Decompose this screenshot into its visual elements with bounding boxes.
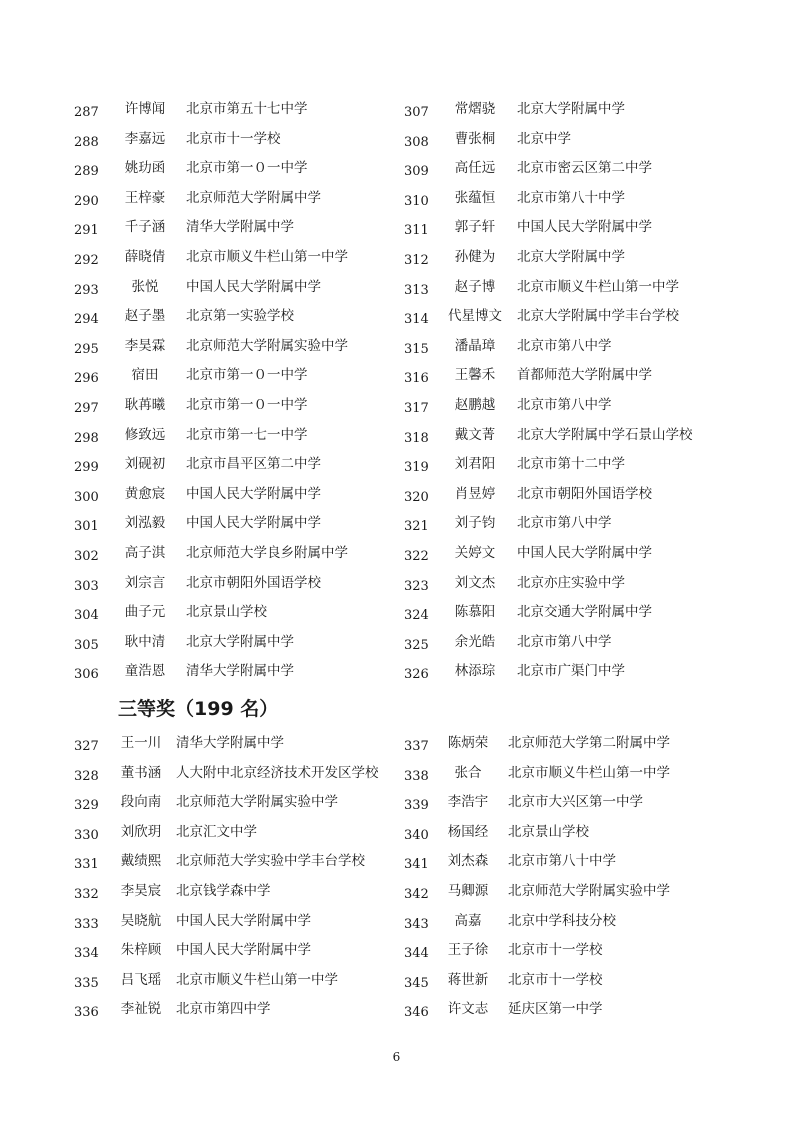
school-name: 清华大学附属中学: [176, 735, 284, 751]
student-name: 王馨禾: [454, 367, 496, 384]
school-name: 北京钱学森中学: [176, 882, 271, 899]
student-name: 段向南: [120, 794, 162, 811]
school-name: 北京大学附属中学: [517, 248, 625, 265]
student-name: 刘文杰: [454, 574, 496, 591]
student-name: 张蕴恒: [454, 189, 496, 206]
table-row: [74, 306, 734, 336]
entry-number: 289: [74, 164, 99, 180]
student-name: 郭子轩: [454, 219, 496, 236]
entry-number: 291: [74, 223, 99, 239]
entry-number: 307: [404, 105, 429, 120]
student-name: 陈炳荣: [447, 735, 489, 751]
entry-number: 300: [74, 489, 99, 505]
school-name: 北京汇文中学: [176, 823, 257, 840]
entry-number: 345: [404, 975, 429, 991]
entry-number: 333: [74, 916, 99, 932]
student-name: 刘子钧: [454, 515, 496, 532]
school-name: 人大附中北京经济技术开发区学校: [176, 764, 379, 781]
student-name: 杨国经: [447, 823, 489, 840]
award-list-part1: [74, 99, 734, 691]
student-name: 刘砚初: [124, 456, 166, 473]
entry-number: 305: [74, 637, 99, 653]
entry-number: 344: [404, 946, 429, 962]
school-name: 北京市第八中学: [517, 515, 612, 532]
table-row: [74, 217, 734, 247]
table-row: [74, 822, 734, 852]
school-name: 北京市第一０一中学: [186, 160, 308, 177]
entry-number: 308: [404, 134, 429, 150]
entry-number: 317: [404, 400, 429, 416]
student-name: 耿苒曦: [124, 396, 166, 413]
entry-number: 322: [404, 548, 429, 564]
entry-number: 309: [404, 164, 429, 180]
student-name: 李浩宇: [447, 794, 489, 811]
school-name: 北京市密云区第二中学: [517, 160, 652, 177]
school-name: 北京交通大学附属中学: [517, 604, 652, 621]
school-name: 北京市顺义牛栏山第一中学: [186, 248, 348, 265]
student-name: 吴晓航: [120, 912, 162, 929]
school-name: 北京市昌平区第二中学: [186, 456, 321, 473]
student-name: 高子淇: [124, 544, 166, 561]
entry-number: 299: [74, 460, 99, 476]
school-name: 中国人民大学附属中学: [186, 515, 321, 532]
student-name: 王子徐: [447, 942, 489, 959]
entry-number: 301: [74, 519, 99, 535]
table-row: [74, 129, 734, 159]
entry-number: 311: [404, 223, 429, 239]
table-row: [74, 940, 734, 970]
award-list-part2: [74, 733, 734, 1029]
table-row: [74, 99, 734, 129]
student-name: 李昊宸: [120, 882, 162, 899]
school-name: 北京市十一学校: [186, 130, 281, 147]
entry-number: 304: [74, 608, 99, 624]
entry-number: 324: [404, 608, 429, 624]
table-row: [74, 632, 734, 662]
school-name: 北京师范大学附属实验中学: [186, 337, 348, 354]
school-name: 北京师范大学附属实验中学: [176, 794, 338, 811]
school-name: 北京师范大学良乡附属中学: [186, 544, 348, 561]
school-name: 北京市第四中学: [176, 1001, 271, 1018]
entry-number: 319: [404, 460, 429, 476]
student-name: 林添琮: [454, 663, 496, 680]
entry-number: 325: [404, 637, 429, 653]
school-name: 北京市十一学校: [508, 971, 603, 988]
school-name: 北京市第八中学: [517, 396, 612, 413]
student-name: 曲子元: [124, 604, 166, 621]
student-name: 李嘉远: [124, 130, 166, 147]
school-name: 北京市第八十中学: [517, 189, 625, 206]
table-row: [74, 188, 734, 218]
student-name: 潘晶璋: [454, 337, 496, 354]
school-name: 中国人民大学附属中学: [517, 544, 652, 561]
entry-number: 340: [404, 827, 429, 843]
student-name: 戴绩熙: [120, 853, 162, 870]
entry-number: 323: [404, 578, 429, 594]
student-name: 董书涵: [120, 764, 162, 781]
entry-number: 337: [404, 739, 429, 754]
school-name: 清华大学附属中学: [186, 663, 294, 680]
table-row: [74, 999, 734, 1029]
table-row: [74, 661, 734, 691]
table-row: [74, 602, 734, 632]
school-name: 北京第一实验学校: [186, 308, 294, 325]
school-name: 北京大学附属中学丰台学校: [517, 308, 679, 325]
student-name: 许博闻: [124, 101, 166, 117]
entry-number: 306: [74, 667, 99, 683]
school-name: 北京市第十二中学: [517, 456, 625, 473]
table-row: [74, 763, 734, 793]
section-title-third-prize: 三等奖（199 名）: [118, 698, 279, 720]
student-name: 许文志: [447, 1001, 489, 1018]
entry-number: 341: [404, 857, 429, 873]
student-name: 黄愈宸: [124, 485, 166, 502]
entry-number: 329: [74, 798, 99, 814]
school-name: 北京市广渠门中学: [517, 663, 625, 680]
school-name: 北京市第一０一中学: [186, 396, 308, 413]
student-name: 关婷文: [454, 544, 496, 561]
student-name: 高任远: [454, 160, 496, 177]
school-name: 北京亦庄实验中学: [517, 574, 625, 591]
entry-number: 328: [74, 768, 99, 784]
entry-number: 335: [74, 975, 99, 991]
entry-number: 339: [404, 798, 429, 814]
page-number: 6: [392, 1050, 401, 1064]
student-name: 刘欣玥: [120, 823, 162, 840]
entry-number: 342: [404, 886, 429, 902]
table-row: [74, 336, 734, 366]
school-name: 中国人民大学附属中学: [186, 485, 321, 502]
school-name: 首都师范大学附属中学: [517, 367, 652, 384]
school-name: 北京市第八十中学: [508, 853, 616, 870]
entry-number: 318: [404, 430, 429, 446]
entry-number: 330: [74, 827, 99, 843]
student-name: 朱梓顾: [120, 942, 162, 959]
school-name: 北京景山学校: [186, 604, 267, 621]
student-name: 千子涵: [124, 219, 166, 236]
entry-number: 320: [404, 489, 429, 505]
school-name: 北京市大兴区第一中学: [508, 794, 643, 811]
entry-number: 313: [404, 282, 429, 298]
school-name: 北京市第五十七中学: [186, 101, 308, 117]
student-name: 张合: [454, 764, 482, 781]
table-row: [74, 395, 734, 425]
school-name: 北京师范大学附属实验中学: [508, 882, 670, 899]
entry-number: 303: [74, 578, 99, 594]
student-name: 姚玏函: [124, 160, 166, 177]
student-name: 曹张桐: [454, 130, 496, 147]
table-row: [74, 365, 734, 395]
school-name: 延庆区第一中学: [508, 1001, 603, 1018]
table-row: [74, 454, 734, 484]
school-name: 北京大学附属中学: [186, 633, 294, 650]
entry-number: 327: [74, 739, 99, 754]
school-name: 北京市十一学校: [508, 942, 603, 959]
entry-number: 314: [404, 312, 429, 328]
entry-number: 326: [404, 667, 429, 683]
entry-number: 338: [404, 768, 429, 784]
table-row: [74, 573, 734, 603]
table-row: [74, 970, 734, 1000]
school-name: 北京大学附属中学: [517, 101, 625, 117]
entry-number: 346: [404, 1005, 429, 1021]
school-name: 清华大学附属中学: [186, 219, 294, 236]
table-row: [74, 425, 734, 455]
student-name: 修致远: [124, 426, 166, 443]
table-row: [74, 733, 734, 763]
student-name: 蒋世新: [447, 971, 489, 988]
school-name: 北京师范大学附属中学: [186, 189, 321, 206]
student-name: 孙健为: [454, 248, 496, 265]
entry-number: 316: [404, 371, 429, 387]
table-row: [74, 158, 734, 188]
student-name: 刘杰森: [447, 853, 489, 870]
student-name: 常熠骁: [454, 101, 496, 117]
school-name: 中国人民大学附属中学: [186, 278, 321, 295]
student-name: 肖昱婷: [454, 485, 496, 502]
entry-number: 315: [404, 341, 429, 357]
student-name: 戴文菁: [454, 426, 496, 443]
school-name: 北京市顺义牛栏山第一中学: [176, 971, 338, 988]
school-name: 北京师范大学实验中学丰台学校: [176, 853, 365, 870]
entry-number: 287: [74, 105, 99, 120]
student-name: 赵鹏越: [454, 396, 496, 413]
entry-number: 295: [74, 341, 99, 357]
entry-number: 331: [74, 857, 99, 873]
student-name: 童浩恩: [124, 663, 166, 680]
student-name: 赵子墨: [124, 308, 166, 325]
student-name: 陈慕阳: [454, 604, 496, 621]
entry-number: 312: [404, 252, 429, 268]
entry-number: 302: [74, 548, 99, 564]
table-row: [74, 851, 734, 881]
school-name: 北京中学科技分校: [508, 912, 616, 929]
student-name: 刘宗言: [124, 574, 166, 591]
school-name: 北京市第一七一中学: [186, 426, 308, 443]
school-name: 北京市第八中学: [517, 633, 612, 650]
school-name: 北京景山学校: [508, 823, 589, 840]
entry-number: 334: [74, 946, 99, 962]
entry-number: 343: [404, 916, 429, 932]
entry-number: 310: [404, 193, 429, 209]
entry-number: 336: [74, 1005, 99, 1021]
school-name: 北京市第一０一中学: [186, 367, 308, 384]
entry-number: 298: [74, 430, 99, 446]
student-name: 宿田: [131, 367, 159, 384]
table-row: [74, 543, 734, 573]
student-name: 马卿源: [447, 882, 489, 899]
school-name: 中国人民大学附属中学: [176, 912, 311, 929]
student-name: 高嘉: [454, 912, 482, 929]
school-name: 北京市朝阳外国语学校: [517, 485, 652, 502]
entry-number: 332: [74, 886, 99, 902]
student-name: 吕飞瑶: [120, 971, 162, 988]
entry-number: 321: [404, 519, 429, 535]
student-name: 薛晓倩: [124, 248, 166, 265]
table-row: [74, 277, 734, 307]
student-name: 耿中清: [124, 633, 166, 650]
school-name: 北京市第八中学: [517, 337, 612, 354]
student-name: 张悦: [131, 278, 159, 295]
table-row: [74, 247, 734, 277]
school-name: 北京市顺义牛栏山第一中学: [508, 764, 670, 781]
entry-number: 292: [74, 252, 99, 268]
school-name: 北京市朝阳外国语学校: [186, 574, 321, 591]
school-name: 北京中学: [517, 130, 571, 147]
student-name: 王一川: [120, 735, 162, 751]
student-name: 赵子博: [454, 278, 496, 295]
school-name: 北京大学附属中学石景山学校: [517, 426, 693, 443]
student-name: 余光皓: [454, 633, 496, 650]
entry-number: 296: [74, 371, 99, 387]
student-name: 王梓豪: [124, 189, 166, 206]
student-name: 李祉锐: [120, 1001, 162, 1018]
school-name: 北京市顺义牛栏山第一中学: [517, 278, 679, 295]
table-row: [74, 911, 734, 941]
table-row: [74, 513, 734, 543]
student-name: 李昊霖: [124, 337, 166, 354]
table-row: [74, 484, 734, 514]
entry-number: 290: [74, 193, 99, 209]
school-name: 北京师范大学第二附属中学: [508, 735, 670, 751]
entry-number: 294: [74, 312, 99, 328]
entry-number: 288: [74, 134, 99, 150]
table-row: [74, 881, 734, 911]
entry-number: 297: [74, 400, 99, 416]
school-name: 中国人民大学附属中学: [517, 219, 652, 236]
table-row: [74, 792, 734, 822]
student-name: 代星博文: [448, 308, 502, 325]
school-name: 中国人民大学附属中学: [176, 942, 311, 959]
entry-number: 293: [74, 282, 99, 298]
student-name: 刘泓毅: [124, 515, 166, 532]
student-name: 刘君阳: [454, 456, 496, 473]
